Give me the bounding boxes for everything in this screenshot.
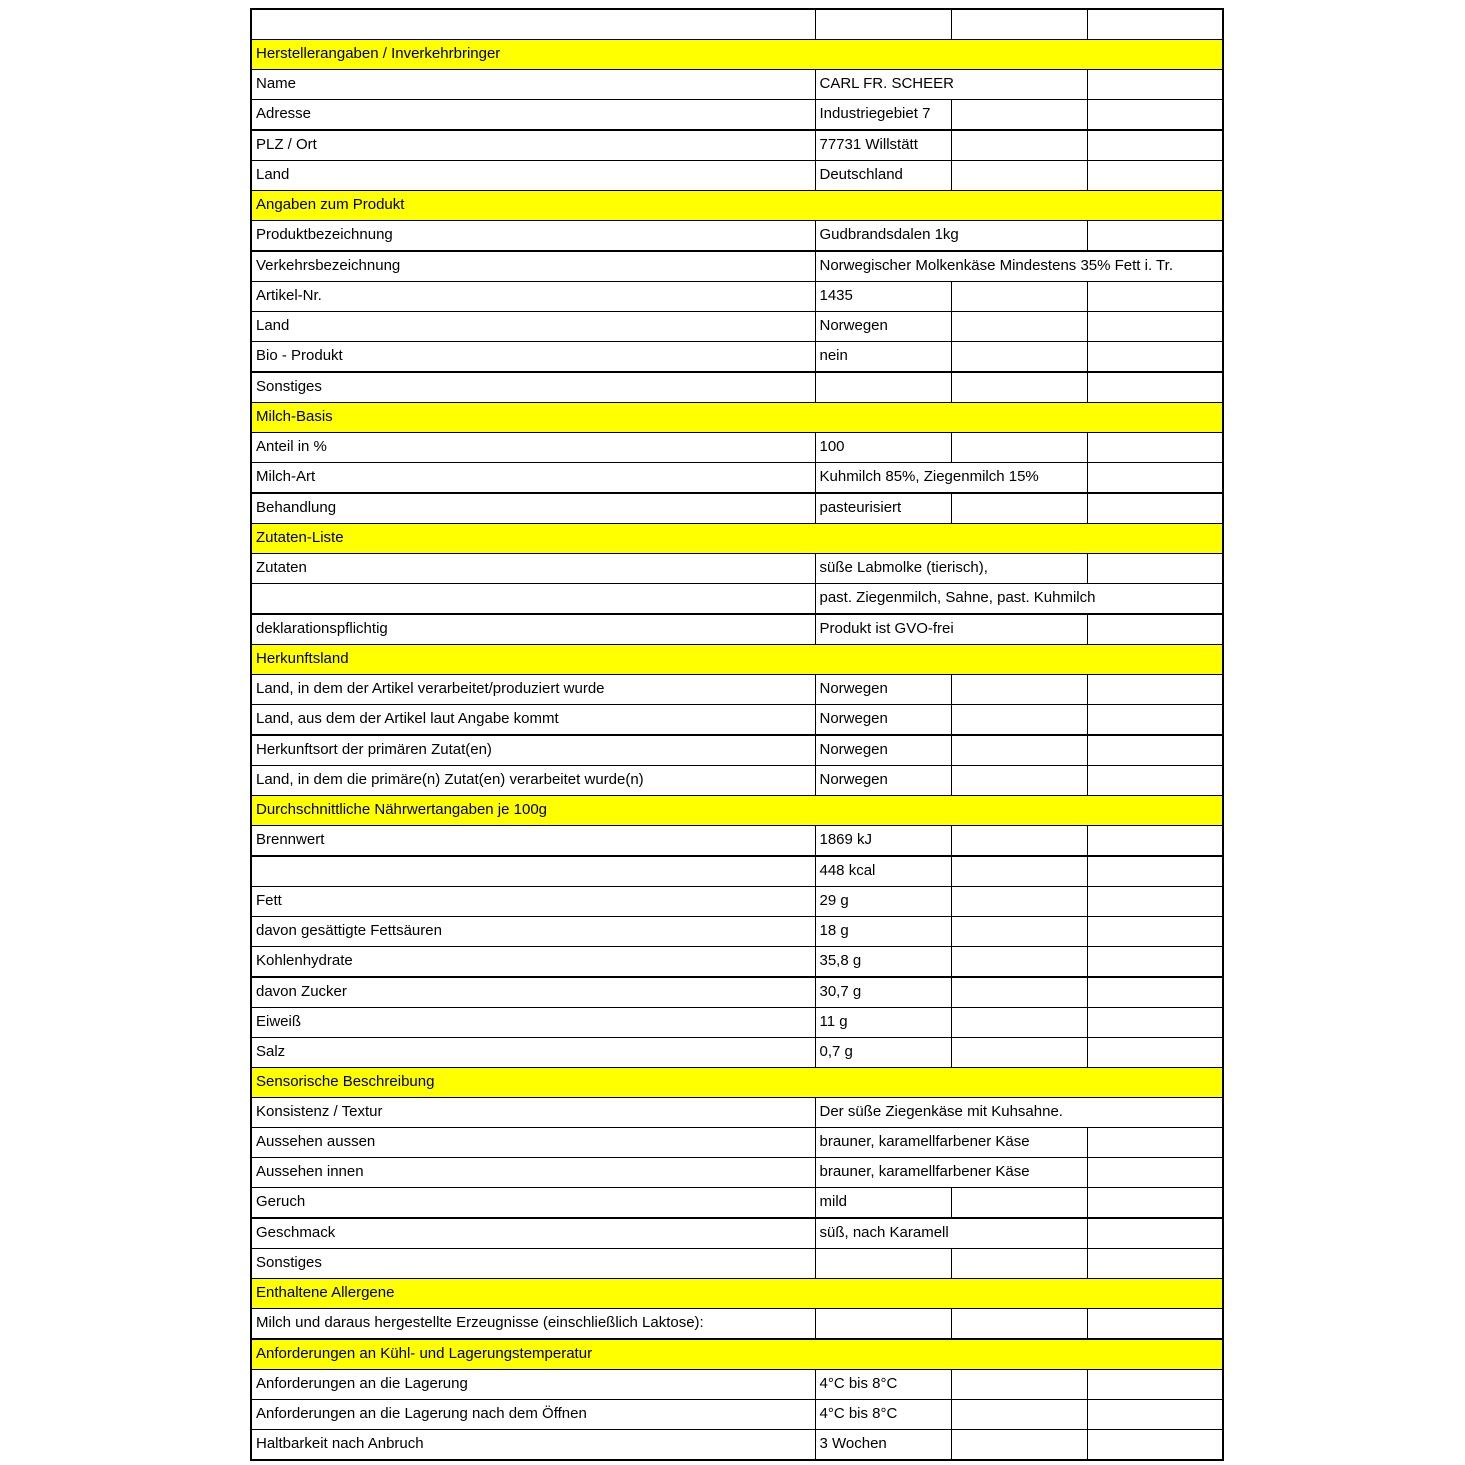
empty-cell [1087,826,1223,857]
section-row [251,524,1223,554]
label-cell: Adresse [251,100,815,131]
value-cell: 100 [815,433,951,463]
value-cell: Deutschland [815,161,951,191]
value-cell [815,1309,951,1340]
value-cell: 4°C bis 8°C [815,1370,951,1400]
empty-cell [951,887,1087,917]
table-row [251,856,1223,887]
empty-cell [951,1188,1087,1219]
value-cell: 29 g [815,887,951,917]
table-row [251,1249,1223,1279]
value-cell: 18 g [815,917,951,947]
section-row [251,191,1223,221]
value-cell: mild [815,1188,951,1219]
empty-cell [951,917,1087,947]
empty-cell [951,161,1087,191]
label-cell: Anforderungen an die Lagerung nach dem Öffnen [251,1400,815,1430]
empty-cell [1087,1008,1223,1038]
table-row [251,1430,1223,1461]
label-cell: Name [251,70,815,100]
value-cell: pasteurisiert [815,493,951,524]
label-cell: Milch-Art [251,463,815,494]
empty-cell [1087,766,1223,796]
label-cell: Brennwert [251,826,815,857]
table-row [251,1400,1223,1430]
value-cell: süße Labmolke (tierisch), [815,554,1087,584]
label-cell: Land [251,161,815,191]
empty-cell [951,1008,1087,1038]
empty-cell [951,372,1087,403]
value-cell: Norwegen [815,735,951,766]
value-cell [815,1249,951,1279]
table-row [251,977,1223,1008]
empty-cell [1087,1249,1223,1279]
label-cell: Milch und daraus hergestellte Erzeugnisse (einschließlich Laktose): [251,1309,815,1340]
value-cell: 11 g [815,1008,951,1038]
table-row [251,342,1223,373]
table-row [251,1218,1223,1249]
table-row [251,100,1223,131]
section-title: Enthaltene Allergene [251,1279,1223,1309]
table-row [251,826,1223,857]
table-row [251,1188,1223,1219]
label-cell: Produktbezeichnung [251,221,815,252]
empty-cell [951,1430,1087,1461]
empty-cell [1087,887,1223,917]
label-cell: Sonstiges [251,372,815,403]
empty-cell [951,1249,1087,1279]
value-cell [815,9,951,40]
empty-cell [1087,342,1223,373]
empty-cell [951,1400,1087,1430]
empty-cell [1087,1430,1223,1461]
table-row [251,1309,1223,1340]
empty-cell [951,947,1087,978]
label-cell: Eiweiß [251,1008,815,1038]
table-row [251,554,1223,584]
label-cell [251,584,815,615]
table-row [251,614,1223,645]
value-cell: süß, nach Karamell [815,1218,1087,1249]
label-cell: Bio - Produkt [251,342,815,373]
empty-cell [951,493,1087,524]
table-row [251,1370,1223,1400]
section-row [251,1279,1223,1309]
label-cell: Sonstiges [251,1249,815,1279]
empty-cell [1087,554,1223,584]
label-cell: Geschmack [251,1218,815,1249]
empty-cell [1087,9,1223,40]
empty-cell [1087,856,1223,887]
value-cell: 4°C bis 8°C [815,1400,951,1430]
empty-cell [951,977,1087,1008]
empty-cell [1087,675,1223,705]
label-cell: Anforderungen an die Lagerung [251,1370,815,1400]
value-cell: Norwegen [815,705,951,736]
empty-cell [1087,463,1223,494]
empty-cell [1087,372,1223,403]
value-cell [815,372,951,403]
empty-cell [1087,1400,1223,1430]
empty-cell [951,312,1087,342]
label-cell: Herkunftsort der primären Zutat(en) [251,735,815,766]
section-row [251,403,1223,433]
table-row [251,493,1223,524]
section-title: Zutaten-Liste [251,524,1223,554]
label-cell: Verkehrsbezeichnung [251,251,815,282]
table-row [251,161,1223,191]
label-cell: davon Zucker [251,977,815,1008]
empty-cell [951,766,1087,796]
table-row [251,251,1223,282]
table-row [251,372,1223,403]
table-row [251,282,1223,312]
table-row [251,584,1223,615]
value-cell: nein [815,342,951,373]
section-title: Milch-Basis [251,403,1223,433]
section-row [251,1339,1223,1370]
empty-cell [1087,493,1223,524]
table-row [251,1158,1223,1188]
value-cell: Norwegischer Molkenkäse Mindestens 35% Fett i. Tr. [815,251,1223,282]
value-cell: Norwegen [815,312,951,342]
empty-cell [1087,1158,1223,1188]
label-cell: Anteil in % [251,433,815,463]
spec-table [250,8,1224,1461]
empty-cell [1087,1370,1223,1400]
label-cell: davon gesättigte Fettsäuren [251,917,815,947]
label-cell: Haltbarkeit nach Anbruch [251,1430,815,1461]
table-row [251,70,1223,100]
value-cell: Industriegebiet 7 [815,100,951,131]
empty-cell [1087,282,1223,312]
empty-cell [1087,735,1223,766]
label-cell: Behandlung [251,493,815,524]
empty-cell [1087,1309,1223,1340]
empty-cell [1087,947,1223,978]
label-cell: Aussehen aussen [251,1128,815,1158]
table-row [251,735,1223,766]
value-cell: brauner, karamellfarbener Käse [815,1158,1087,1188]
section-row [251,796,1223,826]
section-row [251,1068,1223,1098]
table-row [251,705,1223,736]
empty-cell [1087,614,1223,645]
empty-cell [951,342,1087,373]
empty-cell [1087,705,1223,736]
empty-cell [1087,1128,1223,1158]
empty-cell [951,1370,1087,1400]
label-cell: PLZ / Ort [251,130,815,161]
value-cell: Norwegen [815,675,951,705]
label-cell: Geruch [251,1188,815,1219]
empty-cell [1087,1218,1223,1249]
table-row [251,9,1223,40]
value-cell: 30,7 g [815,977,951,1008]
table-row [251,433,1223,463]
value-cell: 1869 kJ [815,826,951,857]
label-cell: deklarationspflichtig [251,614,815,645]
value-cell: 77731 Willstätt [815,130,951,161]
value-cell: Kuhmilch 85%, Ziegenmilch 15% [815,463,1087,494]
label-cell: Aussehen innen [251,1158,815,1188]
label-cell: Kohlenhydrate [251,947,815,978]
empty-cell [951,9,1087,40]
empty-cell [1087,221,1223,252]
label-cell: Land, aus dem der Artikel laut Angabe kommt [251,705,815,736]
label-cell: Konsistenz / Textur [251,1098,815,1128]
empty-cell [951,100,1087,131]
empty-cell [951,675,1087,705]
section-title: Anforderungen an Kühl- und Lagerungstemperatur [251,1339,1223,1370]
empty-cell [951,735,1087,766]
label-cell [251,9,815,40]
table-row [251,463,1223,494]
label-cell: Salz [251,1038,815,1068]
label-cell: Land [251,312,815,342]
empty-cell [951,130,1087,161]
empty-cell [951,1309,1087,1340]
label-cell: Artikel-Nr. [251,282,815,312]
table-row [251,312,1223,342]
value-cell: past. Ziegenmilch, Sahne, past. Kuhmilch [815,584,1223,615]
label-cell [251,856,815,887]
empty-cell [1087,312,1223,342]
table-row [251,917,1223,947]
table-row [251,221,1223,252]
section-title: Durchschnittliche Nährwertangaben je 100g [251,796,1223,826]
label-cell: Zutaten [251,554,815,584]
value-cell: CARL FR. SCHEER [815,70,1087,100]
value-cell: brauner, karamellfarbener Käse [815,1128,1087,1158]
empty-cell [951,433,1087,463]
empty-cell [1087,1188,1223,1219]
value-cell: Produkt ist GVO-frei [815,614,1087,645]
empty-cell [1087,917,1223,947]
section-title: Herstellerangaben / Inverkehrbringer [251,40,1223,70]
table-row [251,766,1223,796]
empty-cell [1087,161,1223,191]
empty-cell [951,705,1087,736]
table-row [251,1008,1223,1038]
table-row [251,947,1223,978]
section-title: Angaben zum Produkt [251,191,1223,221]
spec-table-body [251,9,1223,1460]
value-cell: 3 Wochen [815,1430,951,1461]
empty-cell [1087,130,1223,161]
section-title: Sensorische Beschreibung [251,1068,1223,1098]
table-row [251,675,1223,705]
empty-cell [1087,1038,1223,1068]
section-title: Herkunftsland [251,645,1223,675]
empty-cell [1087,100,1223,131]
value-cell: 448 kcal [815,856,951,887]
value-cell: Der süße Ziegenkäse mit Kuhsahne. [815,1098,1223,1128]
label-cell: Land, in dem die primäre(n) Zutat(en) verarbeitet wurde(n) [251,766,815,796]
value-cell: 35,8 g [815,947,951,978]
section-row [251,645,1223,675]
table-row [251,1038,1223,1068]
empty-cell [1087,70,1223,100]
table-row [251,130,1223,161]
table-row [251,887,1223,917]
value-cell: 0,7 g [815,1038,951,1068]
value-cell: Gudbrandsdalen 1kg [815,221,1087,252]
empty-cell [951,282,1087,312]
empty-cell [1087,433,1223,463]
value-cell: Norwegen [815,766,951,796]
empty-cell [1087,977,1223,1008]
section-row [251,40,1223,70]
table-row [251,1098,1223,1128]
label-cell: Land, in dem der Artikel verarbeitet/produziert wurde [251,675,815,705]
value-cell: 1435 [815,282,951,312]
table-row [251,1128,1223,1158]
empty-cell [951,856,1087,887]
empty-cell [951,826,1087,857]
empty-cell [951,1038,1087,1068]
label-cell: Fett [251,887,815,917]
